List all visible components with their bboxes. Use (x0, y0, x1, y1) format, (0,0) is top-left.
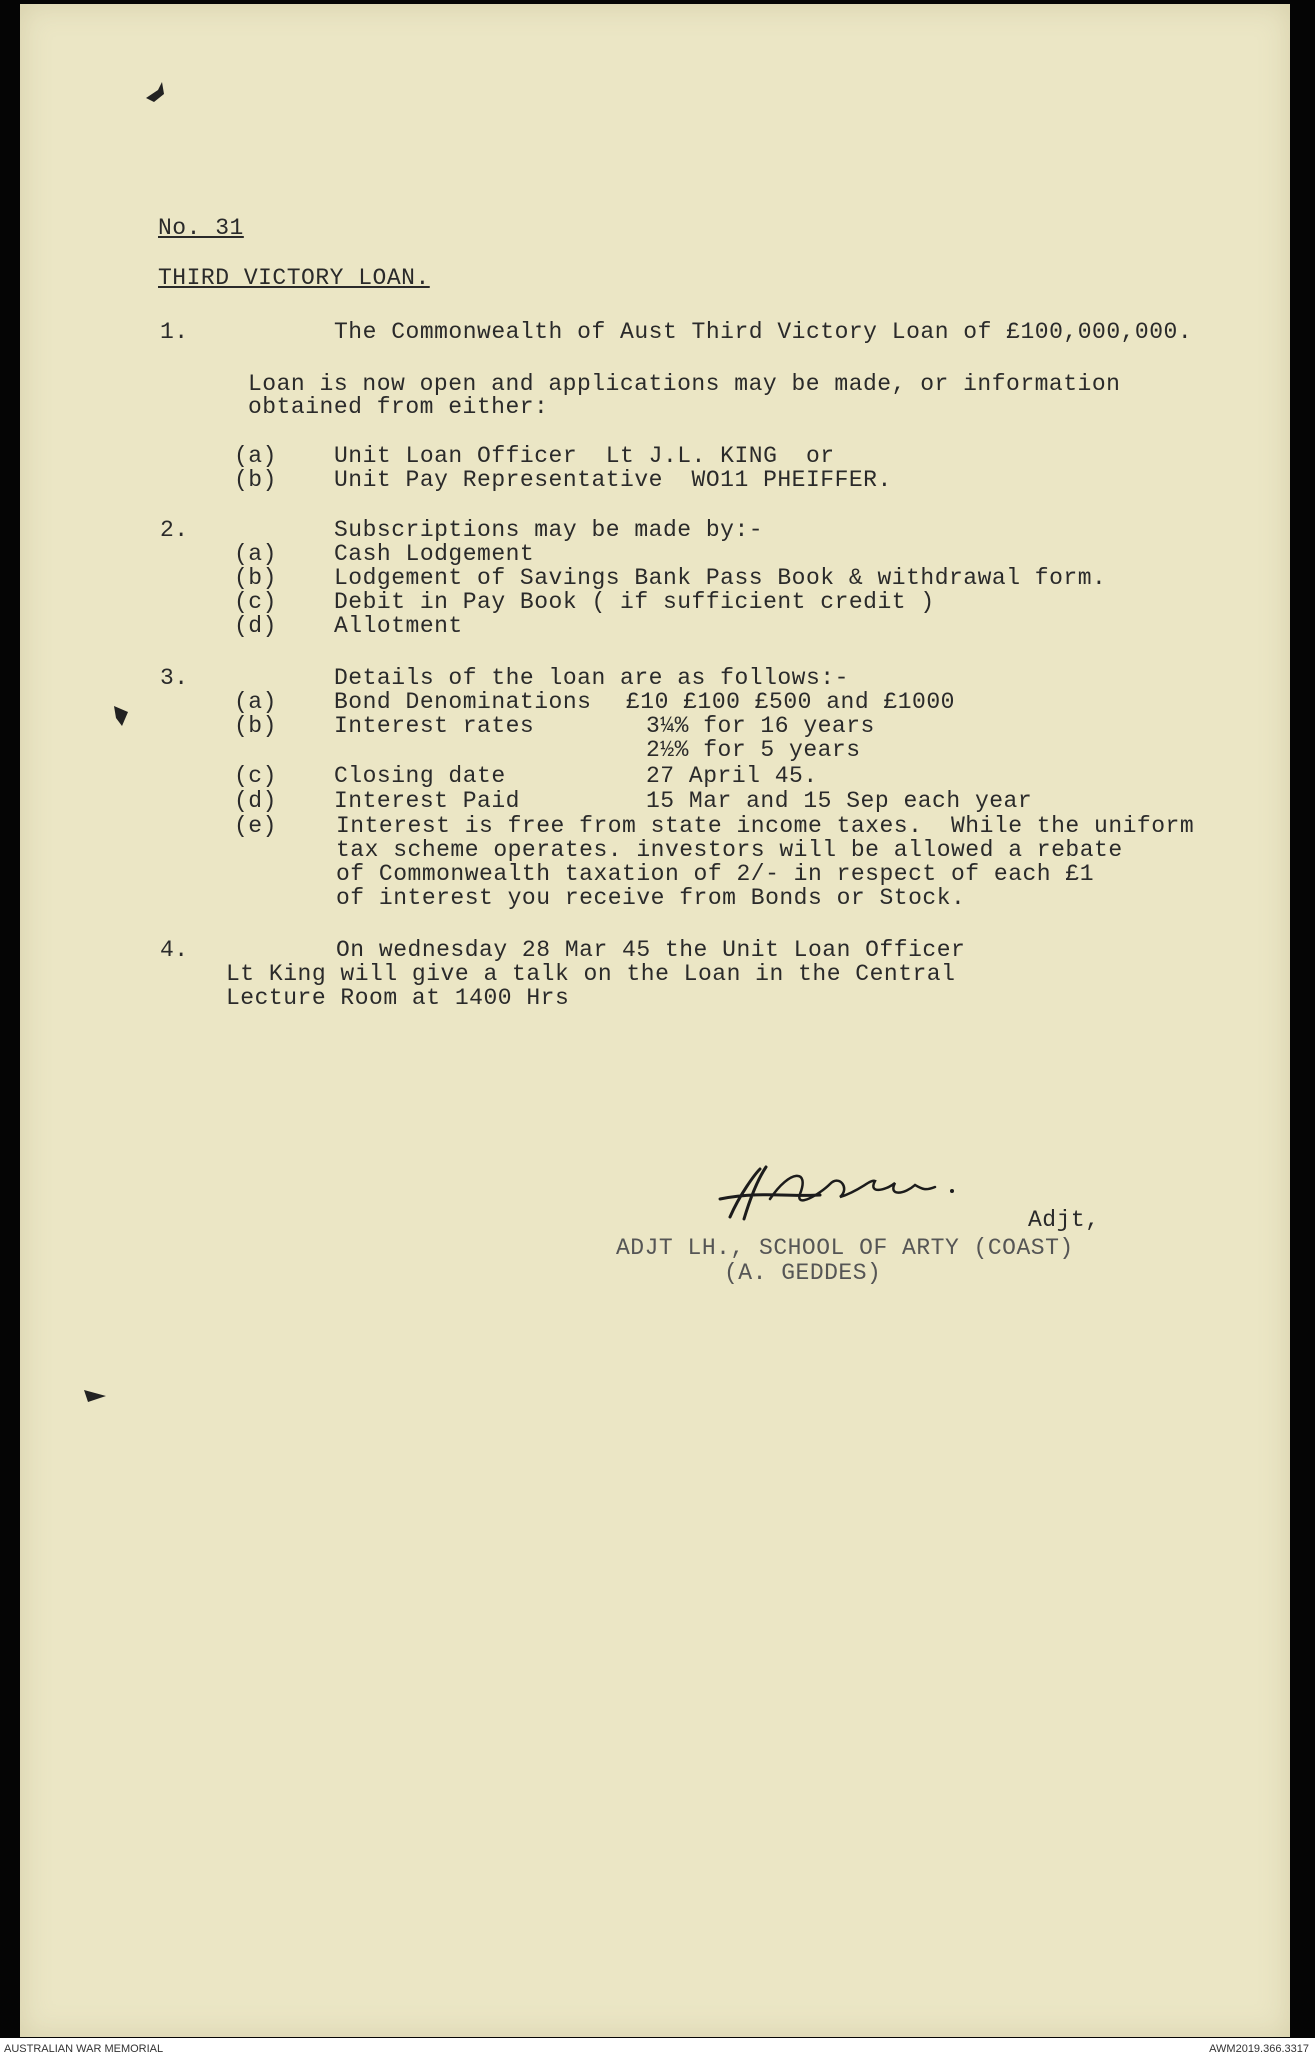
document-number: No. 31 (158, 215, 244, 241)
para-3-d-key: Interest Paid (334, 788, 520, 814)
para-3-c-value: 27 April 45. (646, 763, 818, 789)
para-3-b-value-1: 3¼% for 16 years (646, 713, 875, 739)
para-1-line-2: Loan is now open and applications may be made, or information (248, 371, 1121, 397)
para-3-e-label: (e) (234, 813, 277, 839)
para-1-item-label: (a) (234, 443, 277, 469)
para-3-e-line: of Commonwealth taxation of 2/- in respect of each £1 (336, 861, 1095, 887)
signature-name: (A. GEDDES) (724, 1260, 882, 1286)
para-2-number: 2. (160, 517, 189, 543)
ink-mark (82, 1388, 108, 1409)
para-3-b-label: (b) (234, 713, 277, 739)
para-1-item-label: (b) (234, 467, 277, 493)
para-4-line: Lt King will give a talk on the Loan in the Central (226, 961, 956, 987)
document-page (20, 4, 1290, 2037)
para-1-line-1: The Commonwealth of Aust Third Victory Loan of £100,000,000. (334, 319, 1193, 345)
ink-mark (144, 80, 168, 111)
para-2-item-label: (d) (234, 613, 277, 639)
para-4-line: Lecture Room at 1400 Hrs (226, 985, 570, 1011)
para-3-e-line: of interest you receive from Bonds or Stock. (336, 885, 966, 911)
para-3-e-line: tax scheme operates. investors will be allowed a rebate (336, 837, 1123, 863)
para-2-item-label: (a) (234, 541, 277, 567)
para-3-c-label: (c) (234, 763, 277, 789)
para-3-a-value: £10 £100 £500 and £1000 (626, 689, 955, 715)
para-3-intro: Details of the loan are as follows:- (334, 665, 849, 691)
para-3-d-label: (d) (234, 788, 277, 814)
signature-role: Adjt, (1028, 1207, 1100, 1233)
para-3-b-value-2: 2½% for 5 years (646, 737, 861, 763)
para-1-line-3: obtained from either: (248, 394, 549, 420)
para-2-item-label: (b) (234, 565, 277, 591)
para-2-item-text: Debit in Pay Book ( if sufficient credit ) (334, 589, 935, 615)
para-3-a-key: Bond Denominations (334, 689, 592, 715)
para-3-number: 3. (160, 665, 189, 691)
footer-accession-number: AWM2019.366.3317 (1209, 2043, 1309, 2055)
para-2-item-text: Allotment (334, 613, 463, 639)
signature-unit: ADJT LH., SCHOOL OF ARTY (COAST) (616, 1235, 1074, 1261)
para-1-item-text: Unit Loan Officer Lt J.L. KING or (334, 443, 835, 469)
para-3-c-key: Closing date (334, 763, 506, 789)
document-title: THIRD VICTORY LOAN. (158, 265, 430, 291)
para-3-a-label: (a) (234, 689, 277, 715)
para-1-item-text: Unit Pay Representative WO11 PHEIFFER. (334, 467, 892, 493)
ink-mark (110, 702, 132, 733)
para-3-d-value: 15 Mar and 15 Sep each year (646, 788, 1033, 814)
para-1-number: 1. (160, 319, 189, 345)
para-3-e-line: Interest is free from state income taxes. While the uniform (336, 813, 1195, 839)
para-4-line: On wednesday 28 Mar 45 the Unit Loan Officer (336, 937, 966, 963)
footer-bar (0, 2038, 1315, 2061)
footer-institution: AUSTRALIAN WAR MEMORIAL (4, 2043, 164, 2055)
para-2-intro: Subscriptions may be made by:- (334, 517, 764, 543)
para-2-item-label: (c) (234, 589, 277, 615)
para-2-item-text: Lodgement of Savings Bank Pass Book & withdrawal form. (334, 565, 1107, 591)
handwritten-signature (700, 1139, 1000, 1239)
para-3-b-key: Interest rates (334, 713, 535, 739)
para-2-item-text: Cash Lodgement (334, 541, 535, 567)
para-4-number: 4. (160, 937, 189, 963)
